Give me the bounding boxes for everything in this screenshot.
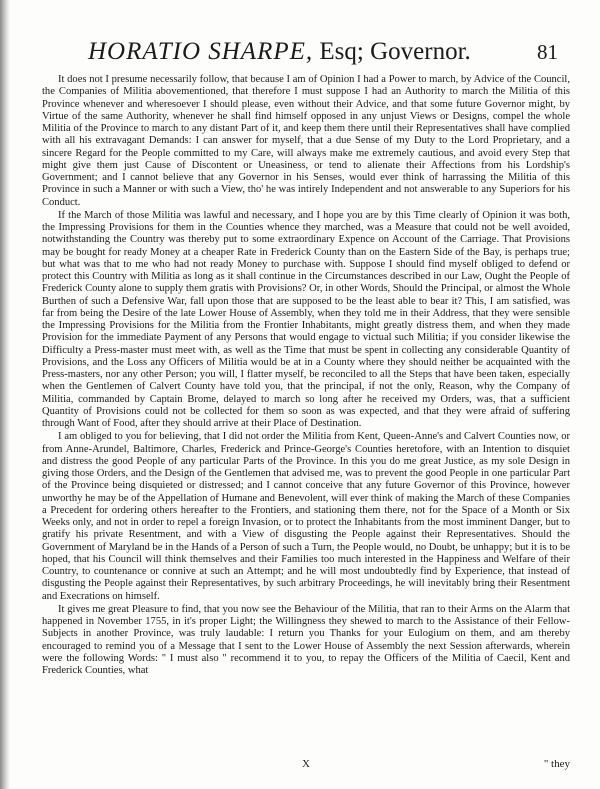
letter-body <box>42 74 570 677</box>
paragraph: It does not I presume necessarily follow, that because I am of Opinion I had a Power to march, by Advice of the Council, the Companies of Militia abovementioned, that therefore I must suppose I had an Authority to march the Militia of this Province whenever and wheresoever I should please, even without their Advice, and that some future Governor might, by Virtue of the same Authority, whenever he shall find himself opposed in any unjust Views or Designs, compel the whole Militia of the Province to march to any distant Part of it, and keep them there until their Representatives shall have complied with all his extravagant Demands: I can answer for myself, that a due Sense of my Duty to the Lord Proprietary, and a sincere Regard for the People committed to my Care, will always make me extremely cautious, and avoid every Step that might give them just Cause of Discontent or Uneasiness, or tend to alienate their Affections from his Lordship's Government; and I cannot believe that any Governor in his Senses, would ever think of harrassing the Militia of this Province in such a Manner or with such a View, tho' he was intirely Independent and not answerable to any Superiors for his Conduct. <box>42 74 570 208</box>
signature-mark: X <box>302 758 310 770</box>
page-number: 81 <box>537 40 558 64</box>
running-title-office: Esq; Governor. <box>313 38 471 65</box>
running-title <box>88 38 471 66</box>
running-title-name: HORATIO SHARPE, <box>88 38 314 65</box>
page-binding-edge <box>0 0 10 789</box>
page-header <box>88 38 558 72</box>
catchword: " they <box>543 758 570 770</box>
page-footer <box>42 758 570 774</box>
paragraph: It gives me great Pleasure to find, that you now see the Behaviour of the Militia, that ran to their Arms on the Alarm that happened in November 1755, in it's proper Light; the Willingness they shewed to march to the Assistance of their Fellow-Subjects in another Province, was truly laudable: I return you Thanks for your Eulogium on them, and am thereby encouraged to remind you of a Message that I sent to the Lower House of Assembly the next Session afterwards, wherein were the following Words: " I must also " recommend it to you, to repay the Officers of the Militia of Caecil, Kent and Frederick Counties, what <box>42 603 570 676</box>
paragraph: I am obliged to you for believing, that I did not order the Militia from Kent, Queen-Anne's and Calvert Counties now, or from Anne-Arundel, Baltimore, Charles, Frederick and Prince-George's Counties heretofore, with an Intention to disquiet and distress the good People of any particular Parts of the Province. In this you do me great Justice, as my sole Design in giving those Orders, and the Design of the Gentlemen that advised me, was to prevent the good People in one particular Part of the Province being disquieted or distressed; and I cannot conceive that any future Governor of this Province, however unworthy he may be of the Appellation of Humane and Benevolent, will ever think of making the March of these Companies a Precedent for ordering others hereafter to the Frontiers, and stationing them there, not for the Space of a Month or Six Weeks only, and not in order to repel a foreign Invasion, or to protect the Inhabitants from the most imminent Danger, but to gratify his private Resentment, and with a View of disgusting the People against their Representatives. Should the Government of Maryland be in the Hands of a Person of such a Turn, the People would, no Doubt, be unhappy; but it is to be hoped, that his Council will think themselves and their Families too much interested in the Happiness and Welfare of their Country, to countenance or connive at such an Attempt; and he will most undoubtedly find by Experience, that instead of disgusting the People against their Representatives, by such arbitrary Proceedings, he will inevitably bring their Resentment and Execrations on himself. <box>42 431 570 602</box>
paragraph: If the March of those Militia was lawful and necessary, and I hope you are by this Time clearly of Opinion it was both, the Impressing Provisions for them in the Counties whence they marched, was a Measure that could not be well avoided, notwithstanding the Country was thereby put to some extraordinary Expence on Account of the Carriage. That Provisions may be bought for ready Money at a cheaper Rate in Frederick County than on the Eastern Side of the Bay, is perhaps true; but what was that to me who had not ready Money to purchase with. Suppose I should find myself obliged to defend or protect this Country with Militia as long as it shall continue in the Circumstances described in our Law, Ought the People of Frederick County alone to supply them gratis with Provisions? Or, in other Words, Should the Principal, or almost the Whole Burthen of such a Defensive War, fall upon those that are supposed to be the least able to bear it? This, I am satisfied, was far from being the Desire of the late Lower House of Assembly, when they told me in their Address, that they were sensible the Impressing Provisions for the Militia from the Frontier Inhabitants, might greatly distress them, and when they made Provision for the immediate Payment of any Persons that would engage to victual such Militia; if you consider likewise the Difficulty a Press-master must meet with, as well as the Time that must be spent in collecting any considerable Quantity of Provisions, and the Loss any Officers of Militia would be at in a County where they should neither be acquainted with the Press-masters, nor any other Person; you will, I flatter myself, be reconciled to all the Steps that have been taken, especially when the Gentlemen of Calvert County have told you, that the principal, if not the only, Reason, why the Company of Militia, commanded by Captain Brome, delayed to march so long after he received my Orders, was, that a sufficient Quantity of Provisions could not be collected for them so soon as was expected, and that they were afraid of suffering through Want of Food, after they should arrive at their Place of Destination. <box>42 209 570 429</box>
